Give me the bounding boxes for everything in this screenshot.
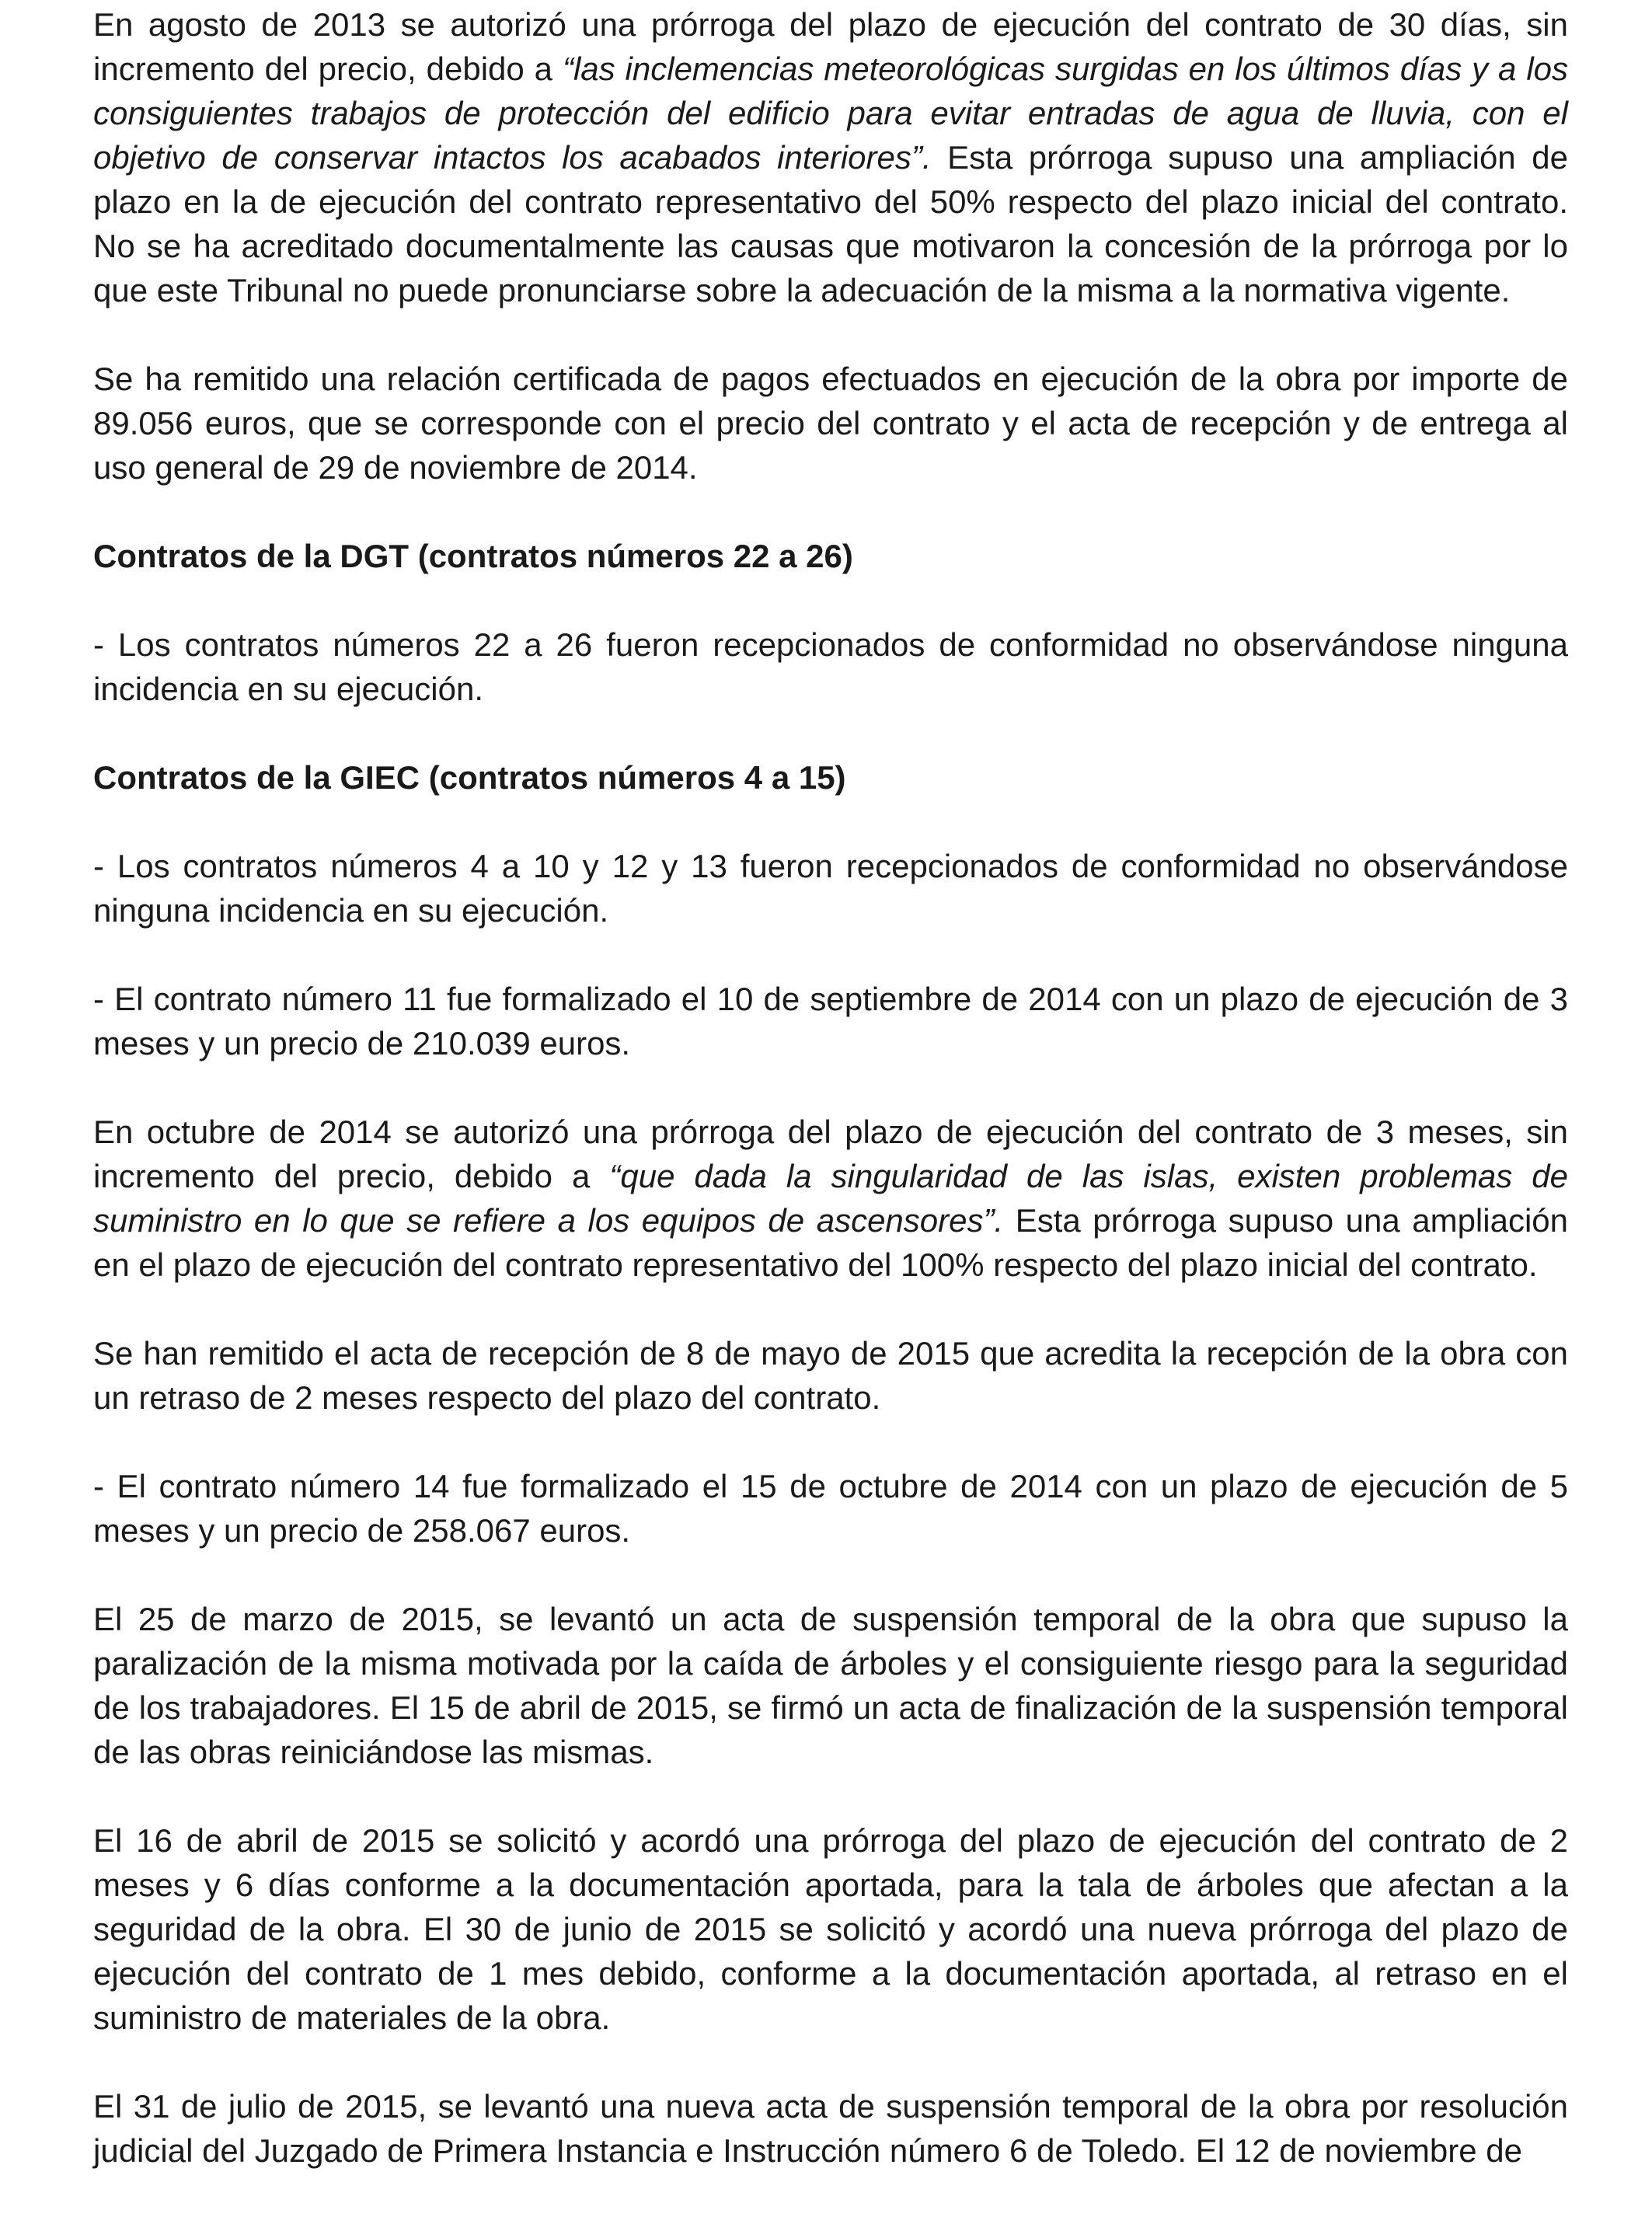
paragraph-suspension-julio: El 31 de julio de 2015, se levantó una nueva acta de suspensión temporal de la obra por resolución judicial del Juzgado de Primera Instancia e Instrucción número 6 de Toledo. El 12 de noviembre de — [93, 2088, 1568, 2169]
section-heading-giec: Contratos de la GIEC (contratos números 4 a 15) — [93, 759, 846, 796]
section-heading-dgt: Contratos de la DGT (contratos números 22 a 26) — [93, 538, 853, 574]
paragraph-suspension-marzo: El 25 de marzo de 2015, se levantó un acta de suspensión temporal de la obra que supuso la paralización de la misma motivada por la caída de árboles y el consiguiente riesgo para la seguridad de los trabajadores. El 15 de abril de 2015, se firmó un acta de finalización de la suspensión temporal de las obras reiniciándose las mismas. — [93, 1601, 1568, 1770]
paragraph-text: Esta prórroga supuso una ampliación en el plazo de ejecución del contrato representativo del 100% respecto del plazo inicial del contrato. — [93, 1202, 1569, 1283]
paragraph-text: En agosto de 2013 se autorizó una prórroga del plazo de ejecución del contrato de 30 días, sin incremento del precio, debido a — [93, 6, 1568, 87]
paragraph-contrato-11: - El contrato número 11 fue formalizado el 10 de septiembre de 2014 con un plazo de ejecución de 3 meses y un precio de 210.039 euros. — [93, 981, 1568, 1061]
quoted-justification: “las inclemencias meteorológicas surgidas en los últimos días y a los consiguientes trabajos de protección del edificio para evitar entradas de agua de lluvia, con el objetivo de conservar intactos los acabados interiores”. — [93, 51, 1569, 176]
paragraph-text: Esta prórroga supuso una ampliación de plazo en la de ejecución del contrato representativo del 50% respecto del plazo inicial del contrato. No se ha acreditado documentalmente las causas que motivaron la concesión de la prórroga por lo que este Tribunal no puede pronunciarse sobre la adecuación de la misma a la normativa vigente. — [93, 139, 1568, 308]
paragraph-prorrogas-2015: El 16 de abril de 2015 se solicitó y acordó una prórroga del plazo de ejecución del contrato de 2 meses y 6 días conforme a la documentación aportada, para la tala de árboles que afectan a la seguridad de la obra. El 30 de junio de 2015 se solicitó y acordó una nueva prórroga del plazo de ejecución del contrato de 1 mes debido, conforme a la documentación aportada, al retraso en el suministro de materiales de la obra. — [93, 1822, 1568, 2036]
paragraph-text: En octubre de 2014 se autorizó una prórroga del plazo de ejecución del contrato de 3 meses, sin incremento del precio, debido a — [93, 1114, 1568, 1194]
paragraph-contrato-14: - El contrato número 14 fue formalizado el 15 de octubre de 2014 con un plazo de ejecución de 5 meses y un precio de 258.067 euros. — [93, 1468, 1568, 1549]
paragraph-acta-recepcion: Se han remitido el acta de recepción de 8 de mayo de 2015 que acredita la recepción de la obra con un retraso de 2 meses respecto del plazo del contrato. — [93, 1335, 1568, 1416]
paragraph-dgt-contratos: - Los contratos números 22 a 26 fueron recepcionados de conformidad no observándose ninguna incidencia en su ejecución. — [93, 626, 1568, 707]
document-page — [93, 0, 1568, 2217]
paragraph-pagos: Se ha remitido una relación certificada de pagos efectuados en ejecución de la obra por importe de 89.056 euros, que se corresponde con el precio del contrato y el acta de recepción y de entrega al uso general de 29 de noviembre de 2014. — [93, 361, 1568, 486]
paragraph-prorroga-2013 — [93, 2, 1568, 312]
paragraph-giec-contratos: - Los contratos números 4 a 10 y 12 y 13 fueron recepcionados de conformidad no observándose ninguna incidencia en su ejecución. — [93, 848, 1568, 929]
quoted-justification: “que dada la singularidad de las islas, existen problemas de suministro en lo que se refiere a los equipos de ascensores”. — [93, 1158, 1568, 1239]
paragraph-prorroga-2014 — [93, 1110, 1568, 1287]
